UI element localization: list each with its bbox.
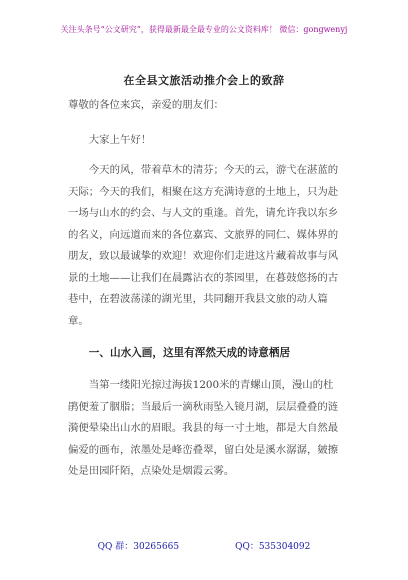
qq-contact: QQ：535304092 [235,542,311,552]
section-paragraph: 当第一缕阳光掠过海拔1200米的青螺山顶，漫山的杜鹃便羞了胭脂；当最后一滴秋雨坠入镜月湖，层层叠叠的涟漪便晕染出山水的眉眼。我县的每一寸土地，都是大自然最偏爱的画布，浓墨处是峰峦叠翠，留白处是溪水潺潺，皴擦处是田园阡陌，点染处是烟霞云雾。 [68,379,339,477]
section-heading: 一、山水入画，这里有浑然天成的诗意栖居 [88,347,291,359]
salutation: 尊敬的各位来宾，亲爱的朋友们： [68,99,224,111]
contact-footer [0,539,408,552]
document-title: 在全县文旅活动推介会上的致辞 [123,74,285,87]
intro-paragraph: 今天的风，带着草木的清芬；今天的云，游弋在湛蓝的天际；今天的我们，相聚在这方充满诗意的土地上，只为赴一场与山水的约会、与人文的重逢。首先，请允许我以东乡的名义，向远道而来的各位嘉宾、文旅界的同仁、媒体界的朋友，致以最诚挚的欢迎！欢迎你们走进这片藏着故事与风景的土地——让我们在晨露沾衣的茶园里，在暮鼓悠扬的古巷中，在碧波荡漾的湖光里，共同翻开我县文旅的动人篇章。 [68,164,339,327]
greeting: 大家上午好！ [88,134,152,146]
promo-banner: 关注头条号“公文研究”，获得最新最全最专业的公文资料库！ 微信：gongwenyj [60,25,348,34]
qq-group: QQ 群：30265665 [97,542,180,552]
